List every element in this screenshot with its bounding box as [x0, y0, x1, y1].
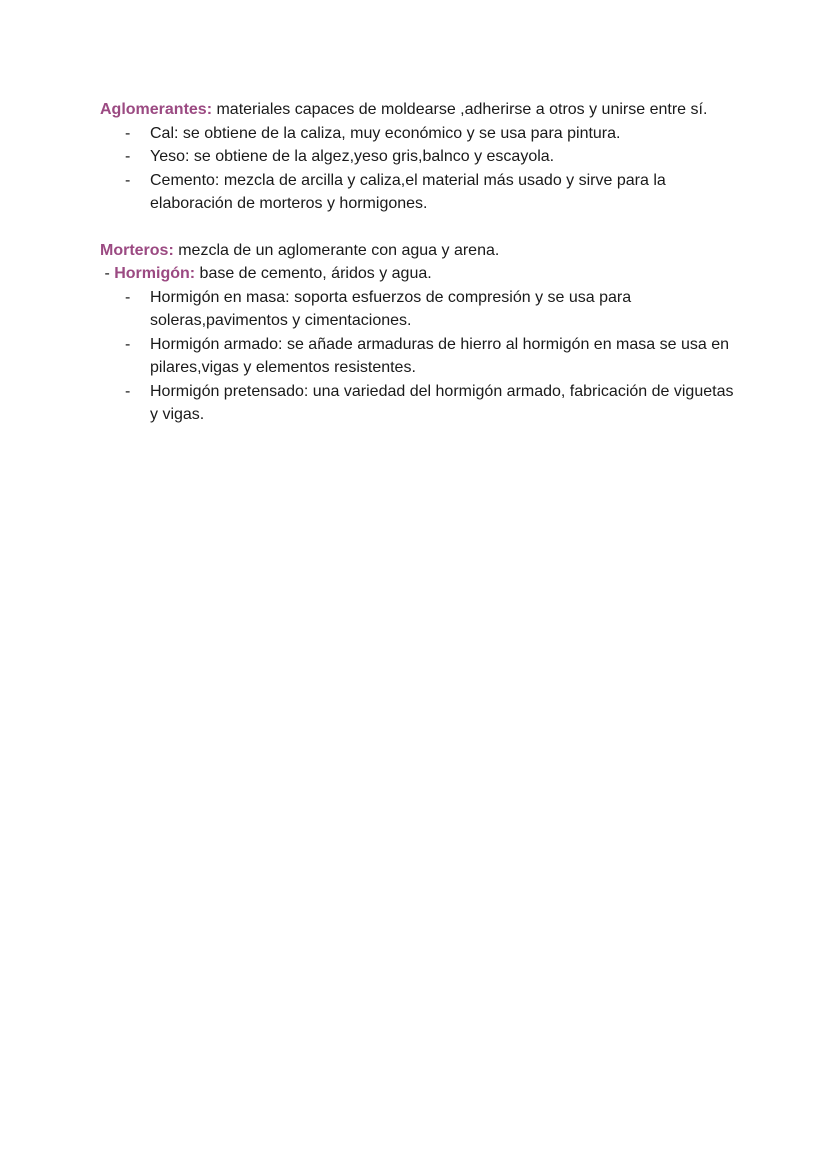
morteros-term: Morteros:	[100, 241, 174, 259]
aglomerantes-term: Aglomerantes:	[100, 101, 213, 118]
list-item	[125, 333, 740, 380]
list-marker: -	[125, 171, 131, 189]
list-marker: -	[125, 382, 131, 400]
list-item	[125, 286, 740, 333]
aglomerantes-definition: materiales capaces de moldearse ,adherirse a otros y unirse entre sí.	[212, 101, 708, 118]
list-item	[125, 169, 740, 216]
list-item	[125, 380, 740, 427]
list-marker: -	[125, 335, 131, 353]
hormigon-definition: base de cemento, áridos y agua.	[195, 265, 432, 282]
list-item	[125, 122, 740, 146]
list-marker: -	[125, 124, 131, 142]
hormigon-term: Hormigón:	[114, 265, 196, 282]
aglomerantes-list	[100, 122, 740, 216]
morteros-paragraph	[100, 239, 740, 263]
morteros-definition: mezcla de un aglomerante con agua y arena.	[173, 241, 500, 259]
hormigon-prefix: -	[100, 265, 115, 282]
list-item	[125, 145, 740, 169]
hormigon-item-armado: Hormigón armado: se añade armaduras de hierro al hormigón en masa se usa en pilares,vigas y elementos resistentes.	[150, 335, 729, 376]
aglomerantes-paragraph	[100, 98, 740, 122]
aglomerantes-item-cemento: Cemento: mezcla de arcilla y caliza,el material más usado y sirve para la elaboración de morteros y hormigones.	[150, 171, 666, 212]
document-page	[100, 98, 740, 427]
hormigon-item-masa: Hormigón en masa: soporta esfuerzos de compresión y se usa para soleras,pavimentos y cimentaciones.	[150, 288, 632, 329]
list-marker: -	[125, 288, 131, 306]
hormigon-list	[100, 286, 740, 427]
paragraph-spacer	[100, 216, 740, 239]
hormigon-paragraph	[100, 262, 740, 286]
aglomerantes-item-yeso: Yeso: se obtiene de la algez,yeso gris,balnco y escayola.	[150, 148, 555, 165]
list-marker: -	[125, 148, 131, 165]
aglomerantes-item-cal: Cal: se obtiene de la caliza, muy económico y se usa para pintura.	[150, 124, 621, 142]
hormigon-item-pretensado: Hormigón pretensado: una variedad del hormigón armado, fabricación de viguetas y vigas.	[150, 382, 734, 423]
